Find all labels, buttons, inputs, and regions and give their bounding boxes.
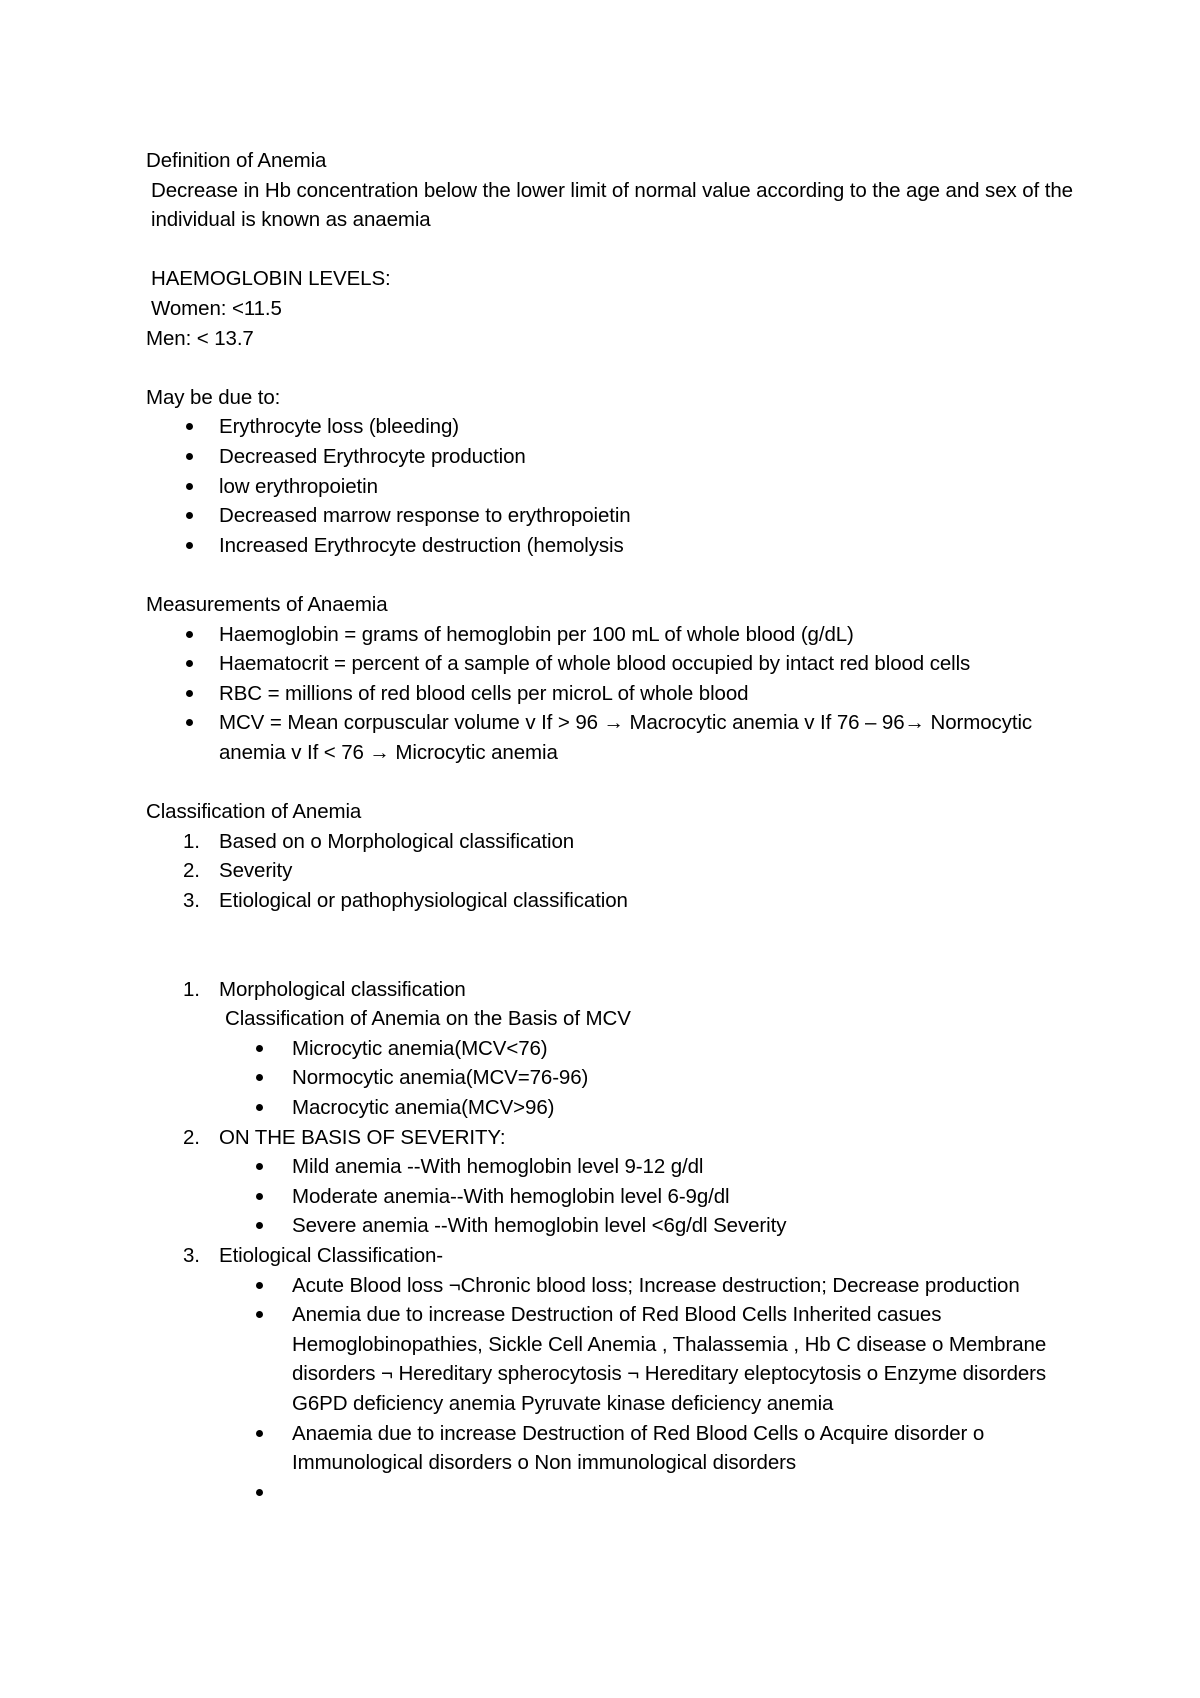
- severity-list: [146, 1152, 1080, 1241]
- severity-item: [146, 1123, 1080, 1241]
- list-number: 3.: [183, 1243, 200, 1267]
- list-item: Decreased marrow response to erythropoietin: [146, 501, 1080, 531]
- morphological-subtitle: Classification of Anemia on the Basis of MCV: [225, 1007, 631, 1031]
- classification-details-list: [146, 975, 1080, 1508]
- list-item: RBC = millions of red blood cells per microL of whole blood: [146, 679, 1080, 709]
- list-number: 2.: [183, 1125, 200, 1149]
- list-item: Erythrocyte loss (bleeding): [146, 412, 1080, 442]
- list-item: Severe anemia --With hemoglobin level <6g/dl Severity: [146, 1211, 1080, 1241]
- morphological-title: Morphological classification: [219, 977, 466, 1001]
- causes-list: [146, 412, 1080, 560]
- definition-heading: Definition of Anemia: [146, 149, 327, 172]
- empty-list-item: [146, 1478, 1080, 1508]
- list-number: 2.: [183, 859, 200, 883]
- classification-list: [146, 827, 1080, 916]
- list-item: Decreased Erythrocyte production: [146, 442, 1080, 472]
- blank-line: [146, 560, 1080, 590]
- list-item: low erythropoietin: [146, 472, 1080, 502]
- list-number: 1.: [183, 977, 200, 1001]
- measurements-section: [146, 590, 1080, 768]
- etiological-title: Etiological Classification-: [219, 1243, 444, 1267]
- list-item: Mild anemia --With hemoglobin level 9-12 g/dl: [146, 1152, 1080, 1182]
- list-item: Moderate anemia--With hemoglobin level 6-9g/dl: [146, 1182, 1080, 1212]
- list-item: [146, 827, 1080, 857]
- definition-section: [146, 146, 1080, 235]
- causes-section: [146, 383, 1080, 561]
- blank-line: [146, 767, 1080, 797]
- morphological-item: [146, 975, 1080, 1123]
- etiological-item: [146, 1241, 1080, 1507]
- definition-text: Decrease in Hb concentration below the lower limit of normal value according to the age and sex of the individual is known as anaemia: [151, 178, 1073, 232]
- list-item: [146, 856, 1080, 886]
- etiological-list: [146, 1271, 1080, 1508]
- list-item: Haemoglobin = grams of hemoglobin per 100 mL of whole blood (g/dL): [146, 620, 1080, 650]
- list-item: Acute Blood loss ¬Chronic blood loss; Increase destruction; Decrease production: [146, 1271, 1080, 1301]
- haemoglobin-women: Women: <11.5: [151, 296, 282, 320]
- list-item: Anaemia due to increase Destruction of Red Blood Cells o Acquire disorder o Immunological disorders o Non immunological disorders: [146, 1419, 1080, 1478]
- measurements-list: [146, 620, 1080, 768]
- list-number: 1.: [183, 829, 200, 853]
- morphological-list: [146, 1034, 1080, 1123]
- list-item-text: Severity: [219, 859, 293, 883]
- blank-line: [146, 353, 1080, 383]
- list-item: MCV = Mean corpuscular volume v If > 96 → Macrocytic anemia v If 76 – 96→ Normocytic anemia v If < 76 → Microcytic anemia: [146, 708, 1080, 767]
- severity-title: ON THE BASIS OF SEVERITY:: [219, 1125, 506, 1149]
- list-item: Macrocytic anemia(MCV>96): [146, 1093, 1080, 1123]
- haemoglobin-levels-section: [146, 264, 1080, 353]
- classification-details-section: [146, 975, 1080, 1508]
- list-item: Haematocrit = percent of a sample of whole blood occupied by intact red blood cells: [146, 649, 1080, 679]
- list-item-text: Etiological or pathophysiological classification: [219, 888, 628, 912]
- causes-heading: May be due to:: [146, 385, 281, 409]
- list-item: [146, 886, 1080, 916]
- list-item: Increased Erythrocyte destruction (hemolysis: [146, 531, 1080, 561]
- list-item: Microcytic anemia(MCV<76): [146, 1034, 1080, 1064]
- haemoglobin-men: Men: < 13.7: [146, 326, 254, 350]
- list-item-text: Based on o Morphological classification: [219, 829, 575, 853]
- classification-heading: Classification of Anemia: [146, 800, 362, 824]
- blank-line: [146, 235, 1080, 265]
- list-number: 3.: [183, 888, 200, 912]
- classification-section: [146, 797, 1080, 915]
- list-item: Anemia due to increase Destruction of Red Blood Cells Inherited casues Hemoglobinopathies, Sickle Cell Anemia , Thalassemia , Hb C disease o Membrane disorders ¬ Hereditary spherocytosis ¬ Hereditary eleptocytosis o Enzyme disorders G6PD deficiency anemia Pyruvate kinase deficiency anemia: [146, 1300, 1080, 1418]
- blank-line: [146, 915, 1080, 974]
- list-item: Normocytic anemia(MCV=76-96): [146, 1063, 1080, 1093]
- haemoglobin-levels-heading: HAEMOGLOBIN LEVELS:: [151, 267, 391, 291]
- measurements-heading: Measurements of Anaemia: [146, 592, 388, 616]
